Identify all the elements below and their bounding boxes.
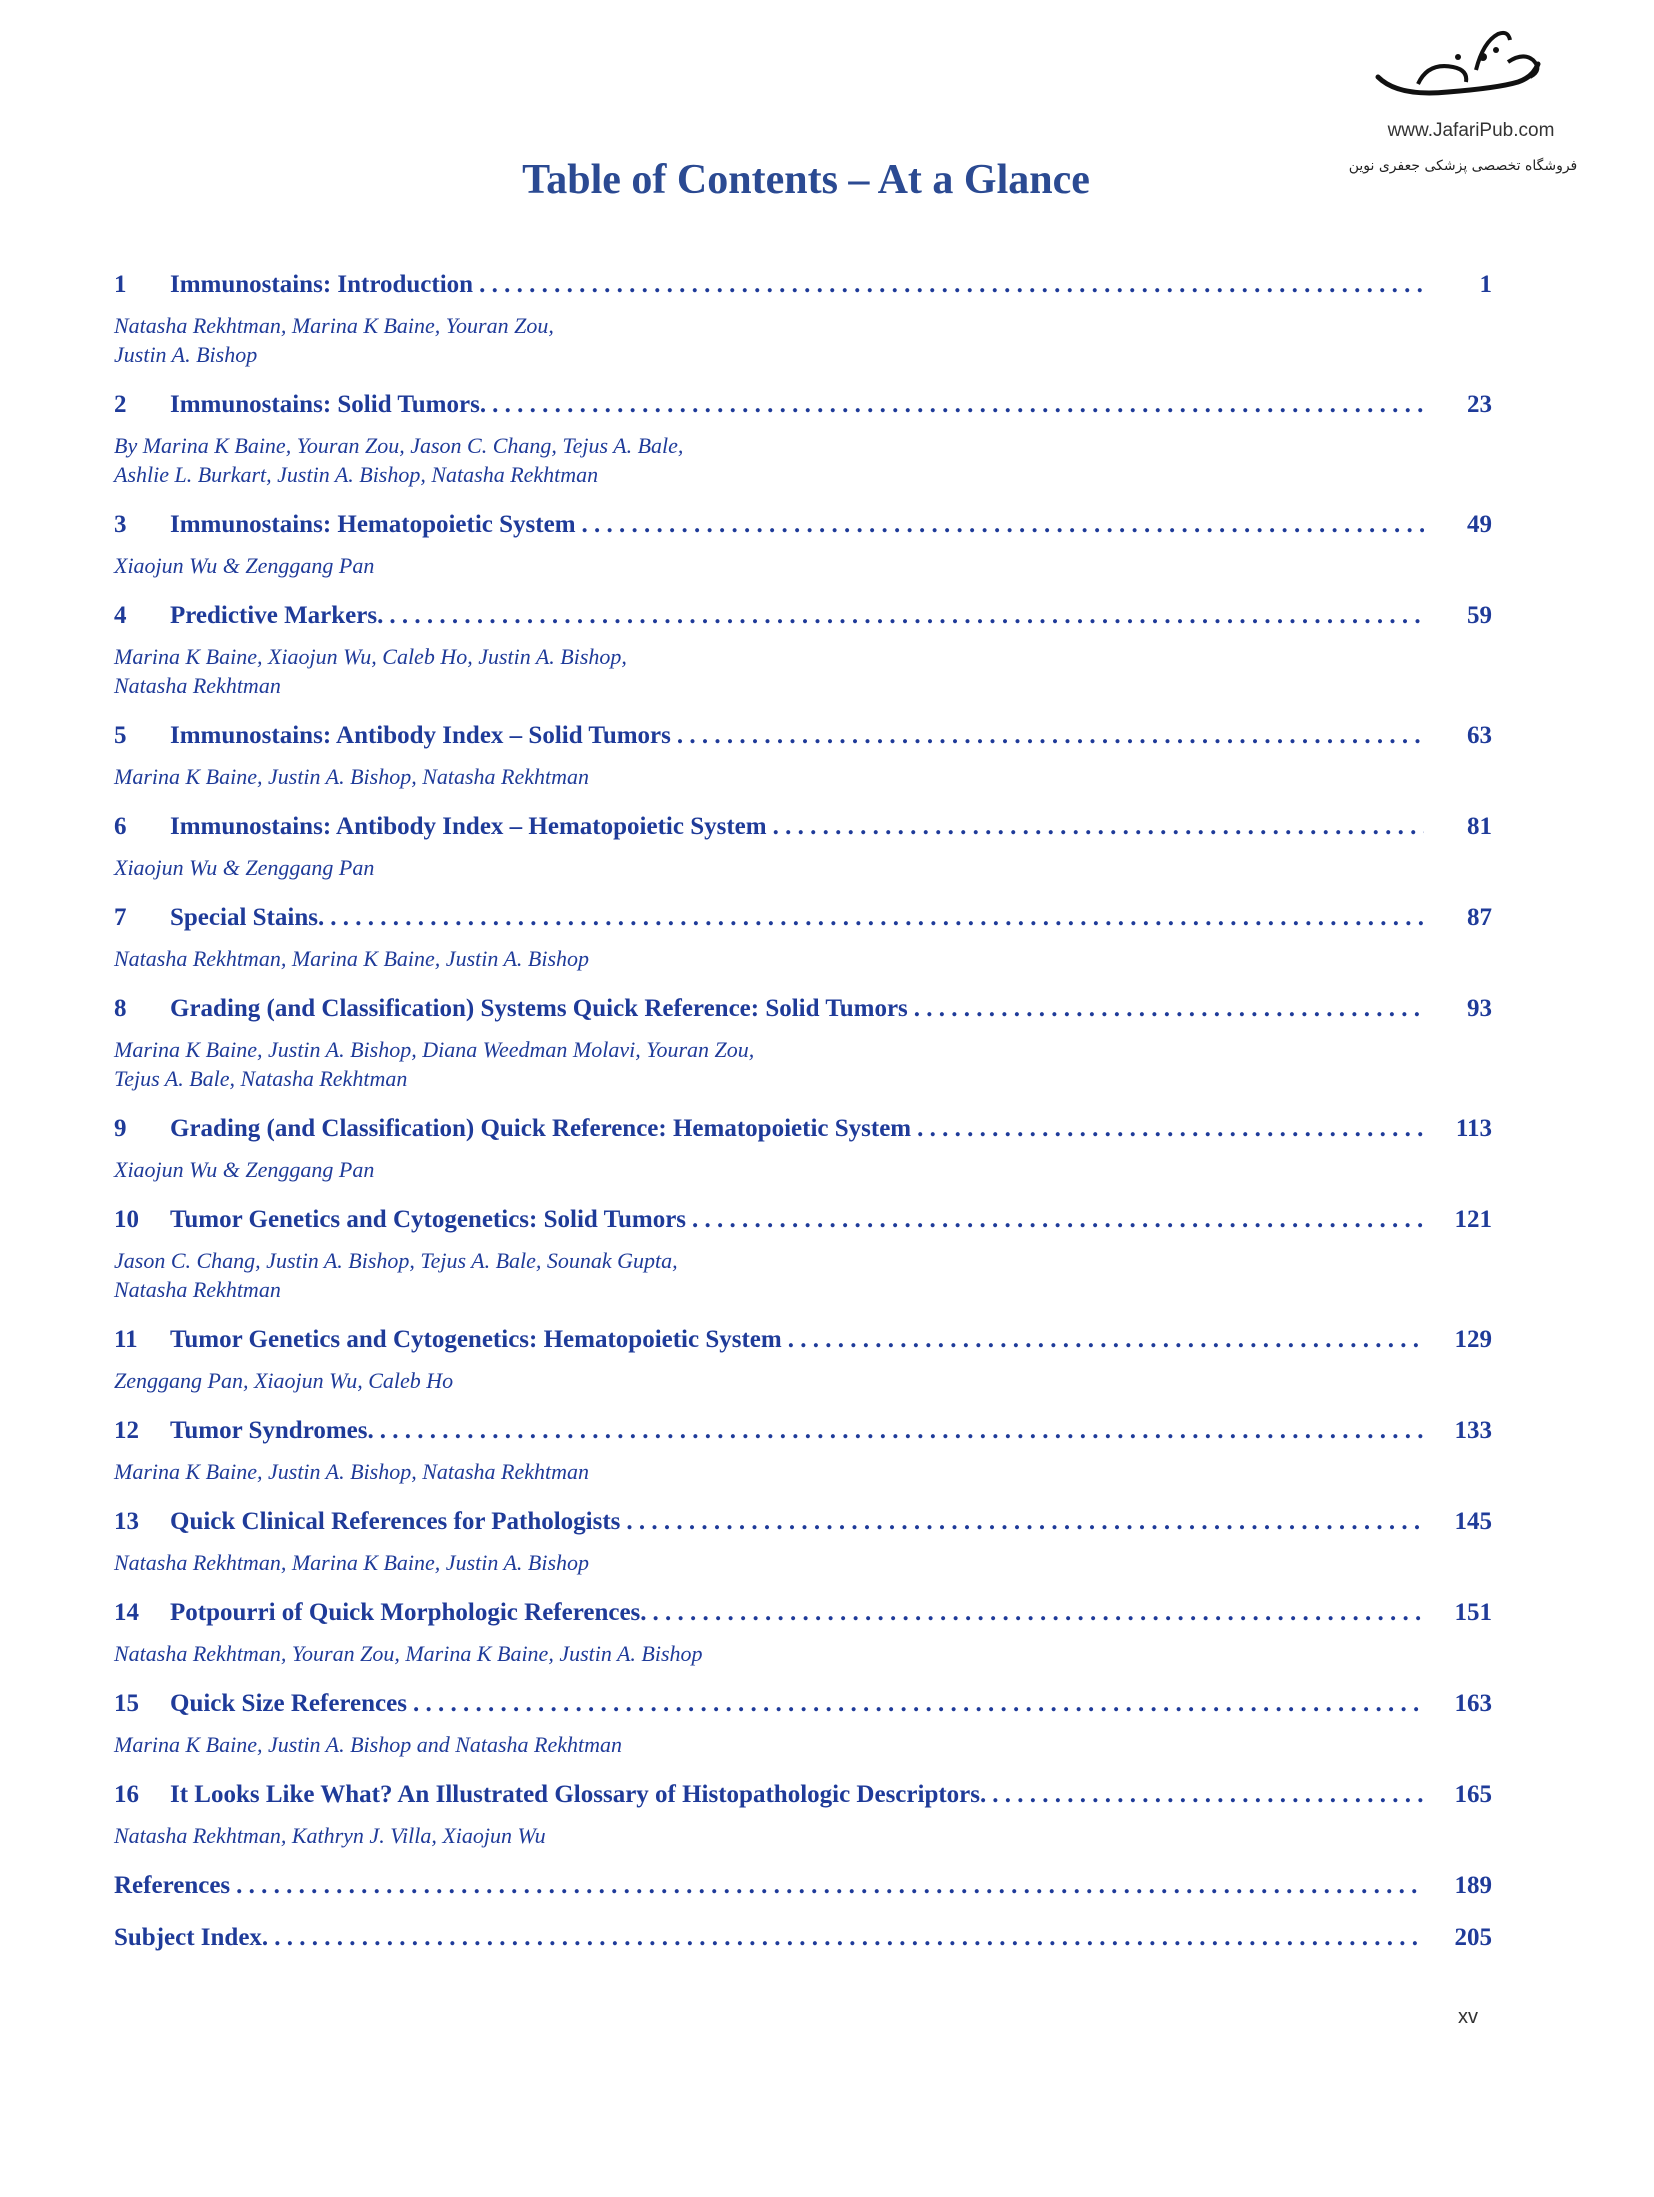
chapter-authors: By Marina K Baine, Youran Zou, Jason C. Chang, Tejus A. Bale,: [114, 433, 684, 458]
chapter-title[interactable]: Immunostains: Introduction: [170, 271, 474, 298]
toc-entry[interactable]: [114, 1690, 1492, 1759]
chapter-number: 5: [114, 722, 127, 749]
toc-entry-line[interactable]: [114, 1417, 1492, 1457]
toc-entry[interactable]: [114, 391, 1492, 489]
toc-entry[interactable]: [114, 1781, 1492, 1850]
toc-entry[interactable]: [114, 271, 1492, 369]
dot-leader: [788, 1326, 1424, 1354]
chapter-authors: Natasha Rekhtman, Marina K Baine, Justin A. Bishop: [114, 1550, 590, 1575]
chapter-page-number[interactable]: 145: [1454, 1508, 1492, 1535]
chapter-page-number[interactable]: 163: [1454, 1690, 1492, 1717]
chapter-page-number[interactable]: 121: [1454, 1206, 1492, 1233]
table-of-contents: [114, 271, 1492, 1976]
chapter-number: 1: [114, 271, 127, 298]
dot-leader: [492, 391, 1424, 419]
chapter-number: 10: [114, 1206, 139, 1233]
chapter-page-number[interactable]: 133: [1454, 1417, 1492, 1444]
chapter-number: 4: [114, 602, 127, 629]
chapter-page-number[interactable]: 151: [1454, 1599, 1492, 1626]
toc-entry[interactable]: [114, 1508, 1492, 1577]
chapter-title[interactable]: Tumor Genetics and Cytogenetics: Solid Tumors: [170, 1206, 687, 1233]
chapter-authors: Natasha Rekhtman: [114, 673, 281, 698]
toc-entry[interactable]: [114, 602, 1492, 700]
chapter-page-number[interactable]: 87: [1467, 904, 1492, 931]
toc-entry-line[interactable]: [114, 1599, 1492, 1639]
chapter-number: 7: [114, 904, 127, 931]
chapter-title[interactable]: Potpourri of Quick Morphologic References.: [170, 1599, 647, 1626]
chapter-authors: Xiaojun Wu & Zenggang Pan: [114, 855, 375, 880]
chapter-title[interactable]: Quick Size References: [170, 1690, 407, 1717]
logo-tagline: فروشگاه تخصصی پزشکی جعفری نوین: [1348, 158, 1578, 174]
chapter-title[interactable]: Grading (and Classification) Quick Reference: Hematopoietic System: [170, 1115, 912, 1142]
toc-entry-line[interactable]: [114, 1781, 1492, 1821]
chapter-title[interactable]: Tumor Syndromes.: [170, 1417, 374, 1444]
chapter-title[interactable]: Tumor Genetics and Cytogenetics: Hematopoietic System: [170, 1326, 782, 1353]
dot-leader: [389, 602, 1424, 630]
chapter-number: 13: [114, 1508, 139, 1535]
toc-entry-line[interactable]: [114, 391, 1492, 431]
dot-leader: [992, 1781, 1424, 1809]
toc-entry-line[interactable]: [114, 995, 1492, 1035]
toc-entry-line[interactable]: [114, 813, 1492, 853]
chapter-number: 6: [114, 813, 127, 840]
chapter-number: 12: [114, 1417, 139, 1444]
dot-leader: [917, 1115, 1424, 1143]
toc-entry-line[interactable]: [114, 904, 1492, 944]
chapter-number: 14: [114, 1599, 139, 1626]
toc-entry[interactable]: [114, 1326, 1492, 1395]
chapter-authors: Marina K Baine, Justin A. Bishop, Natasha Rekhtman: [114, 764, 590, 789]
chapter-page-number[interactable]: 1: [1479, 271, 1492, 298]
chapter-number: 9: [114, 1115, 127, 1142]
toc-entry[interactable]: [114, 722, 1492, 791]
chapter-authors: Xiaojun Wu & Zenggang Pan: [114, 553, 375, 578]
dot-leader: [582, 511, 1424, 539]
dot-leader: [914, 995, 1424, 1023]
dot-leader: [692, 1206, 1424, 1234]
chapter-authors: Zenggang Pan, Xiaojun Wu, Caleb Ho: [114, 1368, 454, 1393]
chapter-page-number[interactable]: 205: [1454, 1924, 1492, 1951]
toc-entry-line[interactable]: [114, 1326, 1492, 1366]
chapter-title[interactable]: Predictive Markers.: [170, 602, 384, 629]
toc-entry-line[interactable]: [114, 1690, 1492, 1730]
chapter-authors: Natasha Rekhtman, Kathryn J. Villa, Xiaojun Wu: [114, 1823, 546, 1848]
chapter-title[interactable]: Grading (and Classification) Systems Quick Reference: Solid Tumors: [170, 995, 908, 1022]
chapter-title[interactable]: Quick Clinical References for Pathologists: [170, 1508, 621, 1535]
toc-entry[interactable]: [114, 1115, 1492, 1184]
toc-entry-line[interactable]: [114, 1924, 1492, 1964]
chapter-authors: Marina K Baine, Xiaojun Wu, Caleb Ho, Justin A. Bishop,: [114, 644, 627, 669]
chapter-title[interactable]: Immunostains: Antibody Index – Solid Tumors: [170, 722, 671, 749]
page-number: xv: [1458, 2006, 1478, 2028]
chapter-title[interactable]: Immunostains: Antibody Index – Hematopoietic System: [170, 813, 767, 840]
toc-entry-line[interactable]: [114, 1508, 1492, 1548]
toc-entry[interactable]: [114, 904, 1492, 973]
chapter-title[interactable]: Immunostains: Solid Tumors.: [170, 391, 487, 418]
chapter-authors: Natasha Rekhtman, Youran Zou, Marina K Baine, Justin A. Bishop: [114, 1641, 703, 1666]
toc-entry[interactable]: [114, 813, 1492, 882]
chapter-authors: Justin A. Bishop: [114, 342, 258, 367]
logo-url: www.JafariPub.com: [1387, 120, 1555, 141]
chapter-title[interactable]: Immunostains: Hematopoietic System: [170, 511, 576, 538]
chapter-number: 8: [114, 995, 127, 1022]
chapter-number: 15: [114, 1690, 139, 1717]
chapter-number: 3: [114, 511, 127, 538]
chapter-authors: Marina K Baine, Justin A. Bishop, Natasha Rekhtman: [114, 1459, 590, 1484]
toc-entry-line[interactable]: [114, 1872, 1492, 1912]
dot-leader: [773, 813, 1424, 841]
chapter-page-number[interactable]: 81: [1467, 813, 1492, 840]
chapter-authors: Natasha Rekhtman, Marina K Baine, Justin A. Bishop: [114, 946, 590, 971]
toc-entry-line[interactable]: [114, 511, 1492, 551]
chapter-page-number[interactable]: 165: [1454, 1781, 1492, 1808]
chapter-page-number[interactable]: 49: [1467, 511, 1492, 538]
chapter-title[interactable]: Subject Index.: [114, 1924, 269, 1951]
chapter-number: 16: [114, 1781, 139, 1808]
chapter-authors: Marina K Baine, Justin A. Bishop and Natasha Rekhtman: [114, 1732, 623, 1757]
jafari-calligraphy-icon: [1358, 22, 1578, 122]
chapter-title[interactable]: Special Stains.: [170, 904, 325, 931]
dot-leader: [626, 1508, 1424, 1536]
toc-entry-line[interactable]: [114, 1206, 1492, 1246]
toc-entry[interactable]: [114, 1206, 1492, 1304]
toc-entry[interactable]: [114, 511, 1492, 580]
chapter-number: 2: [114, 391, 127, 418]
chapter-page-number[interactable]: 59: [1467, 602, 1492, 629]
dot-leader: [236, 1872, 1424, 1900]
chapter-page-number[interactable]: 189: [1454, 1872, 1492, 1899]
dot-leader: [330, 904, 1424, 932]
chapter-page-number[interactable]: 93: [1467, 995, 1492, 1022]
page-title: Table of Contents – At a Glance: [522, 157, 1090, 203]
dot-leader: [380, 1417, 1424, 1445]
chapter-page-number[interactable]: 129: [1454, 1326, 1492, 1353]
toc-entry-line[interactable]: [114, 271, 1492, 311]
chapter-authors: Marina K Baine, Justin A. Bishop, Diana Weedman Molavi, Youran Zou,: [114, 1037, 755, 1062]
toc-entry-line[interactable]: [114, 1115, 1492, 1155]
chapter-number: 11: [114, 1326, 138, 1353]
chapter-title[interactable]: It Looks Like What? An Illustrated Glossary of Histopathologic Descriptors.: [170, 1781, 987, 1808]
toc-entry[interactable]: [114, 1924, 1492, 1964]
dot-leader: [413, 1690, 1424, 1718]
chapter-authors: Natasha Rekhtman, Marina K Baine, Youran Zou,: [114, 313, 554, 338]
toc-entry-line[interactable]: [114, 602, 1492, 642]
chapter-authors: Natasha Rekhtman: [114, 1277, 281, 1302]
chapter-page-number[interactable]: 63: [1467, 722, 1492, 749]
chapter-page-number[interactable]: 23: [1467, 391, 1492, 418]
toc-entry-line[interactable]: [114, 722, 1492, 762]
chapter-authors: Jason C. Chang, Justin A. Bishop, Tejus A. Bale, Sounak Gupta,: [114, 1248, 678, 1273]
chapter-title[interactable]: References: [114, 1872, 231, 1899]
chapter-page-number[interactable]: 113: [1455, 1115, 1492, 1142]
dot-leader: [479, 271, 1424, 299]
toc-entry[interactable]: [114, 1599, 1492, 1668]
toc-entry[interactable]: [114, 995, 1492, 1093]
chapter-authors: Tejus A. Bale, Natasha Rekhtman: [114, 1066, 408, 1091]
toc-entry[interactable]: [114, 1417, 1492, 1486]
dot-leader: [653, 1599, 1424, 1627]
dot-leader: [274, 1924, 1424, 1952]
dot-leader: [677, 722, 1424, 750]
chapter-authors: Ashlie L. Burkart, Justin A. Bishop, Natasha Rekhtman: [114, 462, 599, 487]
chapter-authors: Xiaojun Wu & Zenggang Pan: [114, 1157, 375, 1182]
toc-entry[interactable]: [114, 1872, 1492, 1912]
